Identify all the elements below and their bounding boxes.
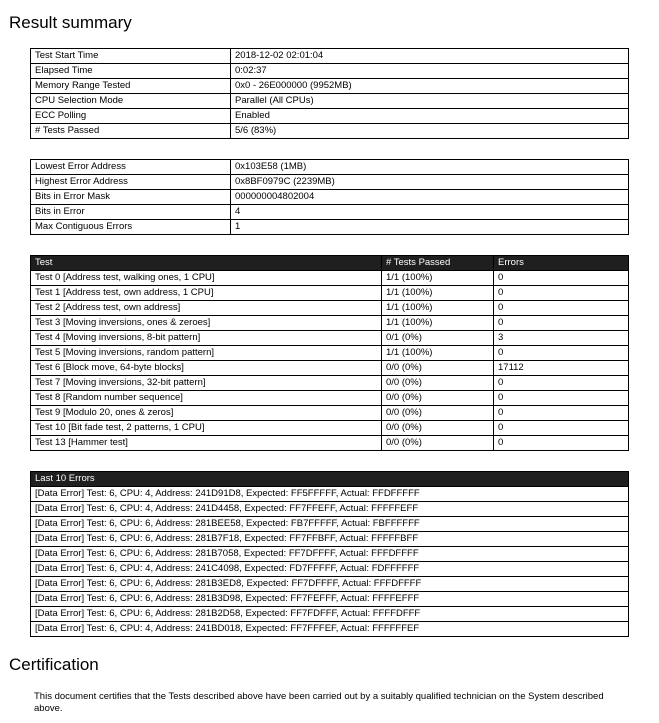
test-name: Test 0 [Address test, walking ones, 1 CPU] (31, 271, 382, 286)
error-entry: [Data Error] Test: 6, CPU: 6, Address: 281B3ED8, Expected: FF7DFFFF, Actual: FFFDFFFF (31, 577, 629, 592)
table-row (31, 577, 629, 592)
certification-heading: Certification (9, 655, 99, 674)
error-info-value: 4 (231, 205, 629, 220)
test-errors: 0 (494, 391, 629, 406)
table-row (31, 346, 629, 361)
column-header-tests-passed: # Tests Passed (382, 256, 494, 271)
test-name: Test 1 [Address test, own address, 1 CPU] (31, 286, 382, 301)
table-row (31, 94, 629, 109)
table-row (31, 160, 629, 175)
table-row (31, 331, 629, 346)
error-entry: [Data Error] Test: 6, CPU: 6, Address: 281B7F18, Expected: FF7FFBFF, Actual: FFFFFBFF (31, 532, 629, 547)
info-label: CPU Selection Mode (31, 94, 231, 109)
info-label: # Tests Passed (31, 124, 231, 139)
table-row (31, 487, 629, 502)
test-passed: 1/1 (100%) (382, 286, 494, 301)
error-entry: [Data Error] Test: 6, CPU: 4, Address: 241D4458, Expected: FF7FFEFF, Actual: FFFFFEFF (31, 502, 629, 517)
error-info-value: 1 (231, 220, 629, 235)
test-name: Test 4 [Moving inversions, 8-bit pattern] (31, 331, 382, 346)
test-passed: 0/0 (0%) (382, 436, 494, 451)
last-errors-header: Last 10 Errors (31, 472, 629, 487)
table-row (31, 205, 629, 220)
test-errors: 0 (494, 406, 629, 421)
column-header-errors: Errors (494, 256, 629, 271)
test-errors: 0 (494, 436, 629, 451)
table-row (31, 316, 629, 331)
test-name: Test 3 [Moving inversions, ones & zeroes] (31, 316, 382, 331)
error-info-value: 000000004802004 (231, 190, 629, 205)
table-row (31, 562, 629, 577)
error-info-label: Lowest Error Address (31, 160, 231, 175)
test-name: Test 5 [Moving inversions, random pattern] (31, 346, 382, 361)
table-row (31, 64, 629, 79)
table-row (31, 502, 629, 517)
column-header-test: Test (31, 256, 382, 271)
table-row (31, 190, 629, 205)
info-value: 5/6 (83%) (231, 124, 629, 139)
info-label: Elapsed Time (31, 64, 231, 79)
test-passed: 0/0 (0%) (382, 376, 494, 391)
error-entry: [Data Error] Test: 6, CPU: 4, Address: 241C4098, Expected: FD7FFFFF, Actual: FDFFFFFF (31, 562, 629, 577)
error-info-value: 0x103E58 (1MB) (231, 160, 629, 175)
test-errors: 0 (494, 316, 629, 331)
error-info-label: Highest Error Address (31, 175, 231, 190)
test-passed: 1/1 (100%) (382, 271, 494, 286)
test-name: Test 7 [Moving inversions, 32-bit pattern] (31, 376, 382, 391)
test-passed: 0/0 (0%) (382, 361, 494, 376)
info-label: Memory Range Tested (31, 79, 231, 94)
tests-table (30, 255, 629, 451)
certification-text: This document certifies that the Tests described above have been carried out by a suitably qualified technician on the System described above. (34, 691, 604, 714)
test-errors: 0 (494, 286, 629, 301)
error-entry: [Data Error] Test: 6, CPU: 4, Address: 241D91D8, Expected: FF5FFFFF, Actual: FFDFFFFF (31, 487, 629, 502)
error-info-label: Bits in Error Mask (31, 190, 231, 205)
error-entry: [Data Error] Test: 6, CPU: 6, Address: 281B3D98, Expected: FF7FEFFF, Actual: FFFFEFFF (31, 592, 629, 607)
table-row (31, 547, 629, 562)
error-info-value: 0x8BF0979C (2239MB) (231, 175, 629, 190)
table-row (31, 301, 629, 316)
table-header-row (31, 256, 629, 271)
table-row (31, 124, 629, 139)
test-passed: 1/1 (100%) (382, 316, 494, 331)
test-name: Test 6 [Block move, 64-byte blocks] (31, 361, 382, 376)
test-errors: 0 (494, 346, 629, 361)
test-errors: 17112 (494, 361, 629, 376)
table-row (31, 175, 629, 190)
test-passed: 0/0 (0%) (382, 391, 494, 406)
test-errors: 0 (494, 421, 629, 436)
error-info-label: Max Contiguous Errors (31, 220, 231, 235)
error-entry: [Data Error] Test: 6, CPU: 6, Address: 281BEE58, Expected: FB7FFFFF, Actual: FBFFFFFF (31, 517, 629, 532)
test-passed: 0/0 (0%) (382, 406, 494, 421)
test-passed: 1/1 (100%) (382, 346, 494, 361)
error-info-table (30, 159, 629, 235)
table-row (31, 532, 629, 547)
info-value: Parallel (All CPUs) (231, 94, 629, 109)
table-row (31, 406, 629, 421)
info-value: 0:02:37 (231, 64, 629, 79)
info-label: Test Start Time (31, 49, 231, 64)
test-name: Test 9 [Modulo 20, ones & zeros] (31, 406, 382, 421)
test-name: Test 13 [Hammer test] (31, 436, 382, 451)
table-row (31, 220, 629, 235)
test-name: Test 10 [Bit fade test, 2 patterns, 1 CPU] (31, 421, 382, 436)
table-row (31, 592, 629, 607)
table-row (31, 286, 629, 301)
test-errors: 0 (494, 376, 629, 391)
table-row (31, 436, 629, 451)
table-row (31, 376, 629, 391)
test-passed: 0/1 (0%) (382, 331, 494, 346)
table-row (31, 607, 629, 622)
test-info-table (30, 48, 629, 139)
last-errors-table (30, 471, 629, 637)
test-name: Test 2 [Address test, own address] (31, 301, 382, 316)
info-value: 0x0 - 26E000000 (9952MB) (231, 79, 629, 94)
table-row (31, 421, 629, 436)
info-value: Enabled (231, 109, 629, 124)
table-header-row (31, 472, 629, 487)
table-row (31, 109, 629, 124)
test-errors: 0 (494, 271, 629, 286)
table-row (31, 361, 629, 376)
table-row (31, 49, 629, 64)
test-name: Test 8 [Random number sequence] (31, 391, 382, 406)
test-errors: 3 (494, 331, 629, 346)
table-row (31, 517, 629, 532)
table-row (31, 622, 629, 637)
error-entry: [Data Error] Test: 6, CPU: 6, Address: 281B7058, Expected: FF7DFFFF, Actual: FFFDFFFF (31, 547, 629, 562)
table-row (31, 391, 629, 406)
table-row (31, 79, 629, 94)
info-value: 2018-12-02 02:01:04 (231, 49, 629, 64)
table-row (31, 271, 629, 286)
error-info-label: Bits in Error (31, 205, 231, 220)
test-passed: 0/0 (0%) (382, 421, 494, 436)
result-summary-heading: Result summary (9, 13, 132, 32)
test-errors: 0 (494, 301, 629, 316)
info-label: ECC Polling (31, 109, 231, 124)
error-entry: [Data Error] Test: 6, CPU: 4, Address: 241BD018, Expected: FF7FFFEF, Actual: FFFFFFEF (31, 622, 629, 637)
error-entry: [Data Error] Test: 6, CPU: 6, Address: 281B2D58, Expected: FF7FDFFF, Actual: FFFFDFFF (31, 607, 629, 622)
test-passed: 1/1 (100%) (382, 301, 494, 316)
